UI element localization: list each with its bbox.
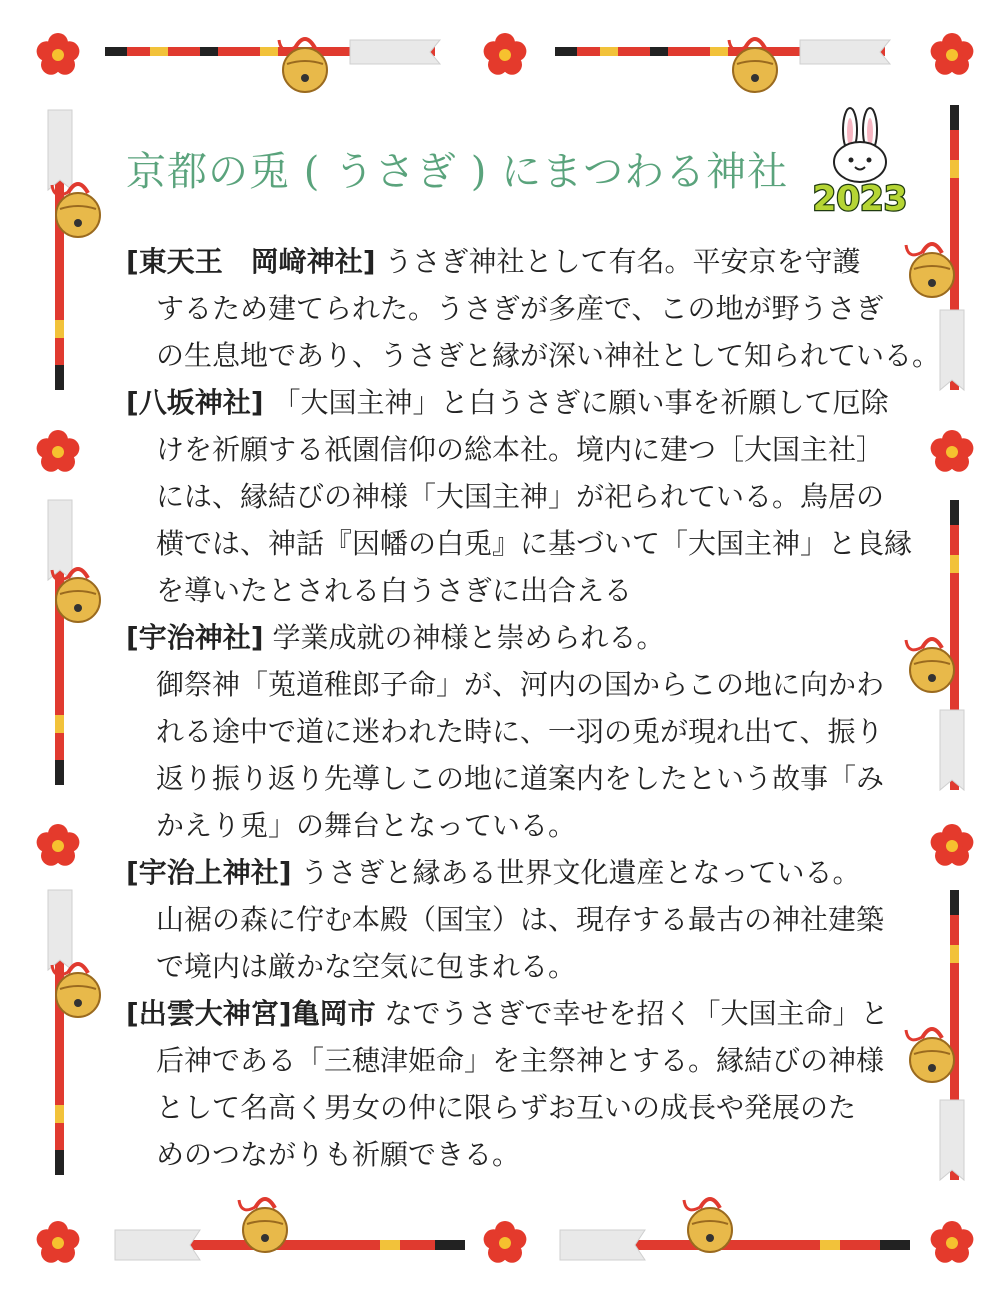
arrow-bottom-left	[115, 1199, 465, 1260]
entry-ujigami	[126, 849, 896, 990]
entry-text: で境内は厳かな空気に包まれる。	[156, 950, 577, 983]
entry-text: なでうさぎで幸せを招く「大国主命」と	[384, 997, 889, 1030]
arrow-left-2	[48, 500, 100, 785]
entry-okazaki	[126, 238, 941, 379]
entry-text: 后神である「三穂津姫命」を主祭神とする。縁結びの神様	[156, 1044, 885, 1077]
shrine-list	[126, 238, 941, 1178]
arrow-top-left	[105, 39, 440, 92]
entry-yasaka	[126, 379, 913, 614]
arrow-right-3	[906, 890, 964, 1180]
entry-text: の生息地であり、うさぎと縁が深い神社として知られている。	[156, 339, 941, 372]
entry-text: うさぎ神社として有名。平安京を守護	[384, 245, 861, 278]
entry-text: かえり兎」の舞台となっている。	[156, 809, 577, 842]
entry-heading: [東天王 岡﨑神社]	[126, 245, 376, 278]
entry-text: めのつながりも祈願できる。	[156, 1138, 521, 1171]
arrow-top-right	[555, 39, 890, 92]
entry-text: 「大国主神」と白うさぎに願い事を祈願して厄除	[272, 386, 889, 419]
entry-uji	[126, 614, 896, 849]
entry-text: を導いたとされる白うさぎに出合える	[156, 574, 633, 607]
entry-text: 学業成就の神様と崇められる。	[272, 621, 665, 654]
year-badge: 2023	[812, 179, 908, 219]
entry-text: れる途中で道に迷われた時に、一羽の兎が現れ出て、振り	[156, 715, 884, 748]
rabbit-icon	[800, 100, 920, 220]
entry-text: 山裾の森に佇む本殿（国宝）は、現存する最古の神社建築	[156, 903, 885, 936]
entry-text: 御祭神「莵道稚郎子命」が、河内の国からこの地に向かわ	[156, 668, 885, 701]
entry-text: けを祈願する祇園信仰の総本社。境内に建つ［大国主社］	[156, 433, 885, 466]
arrow-right-2	[906, 500, 964, 790]
entry-text: うさぎと縁ある世界文化遺産となっている。	[300, 856, 861, 889]
arrow-left-3	[48, 890, 100, 1175]
entry-heading: [宇治神社]	[126, 621, 264, 654]
page-title: 京都の兎 ( うさぎ ) にまつわる神社	[126, 149, 789, 195]
entry-text: 横では、神話『因幡の白兎』に基づいて「大国主神」と良縁	[156, 527, 913, 560]
entry-text: 返り振り返り先導しこの地に道案内をしたという故事「み	[156, 762, 885, 795]
entry-heading: [八坂神社]	[126, 386, 264, 419]
entry-heading: [出雲大神宮]亀岡市	[126, 997, 376, 1030]
entry-text: として名高く男女の仲に限らずお互いの成長や発展のた	[156, 1091, 857, 1124]
arrow-left-1	[48, 110, 100, 390]
entry-heading: [宇治上神社]	[126, 856, 292, 889]
entry-text: するため建てられた。うさぎが多産で、この地が野うさぎ	[156, 292, 884, 325]
entry-izumo	[126, 990, 896, 1178]
arrow-bottom-right	[560, 1199, 910, 1260]
entry-text: には、縁結びの神様「大国主神」が祀られている。鳥居の	[156, 480, 885, 513]
